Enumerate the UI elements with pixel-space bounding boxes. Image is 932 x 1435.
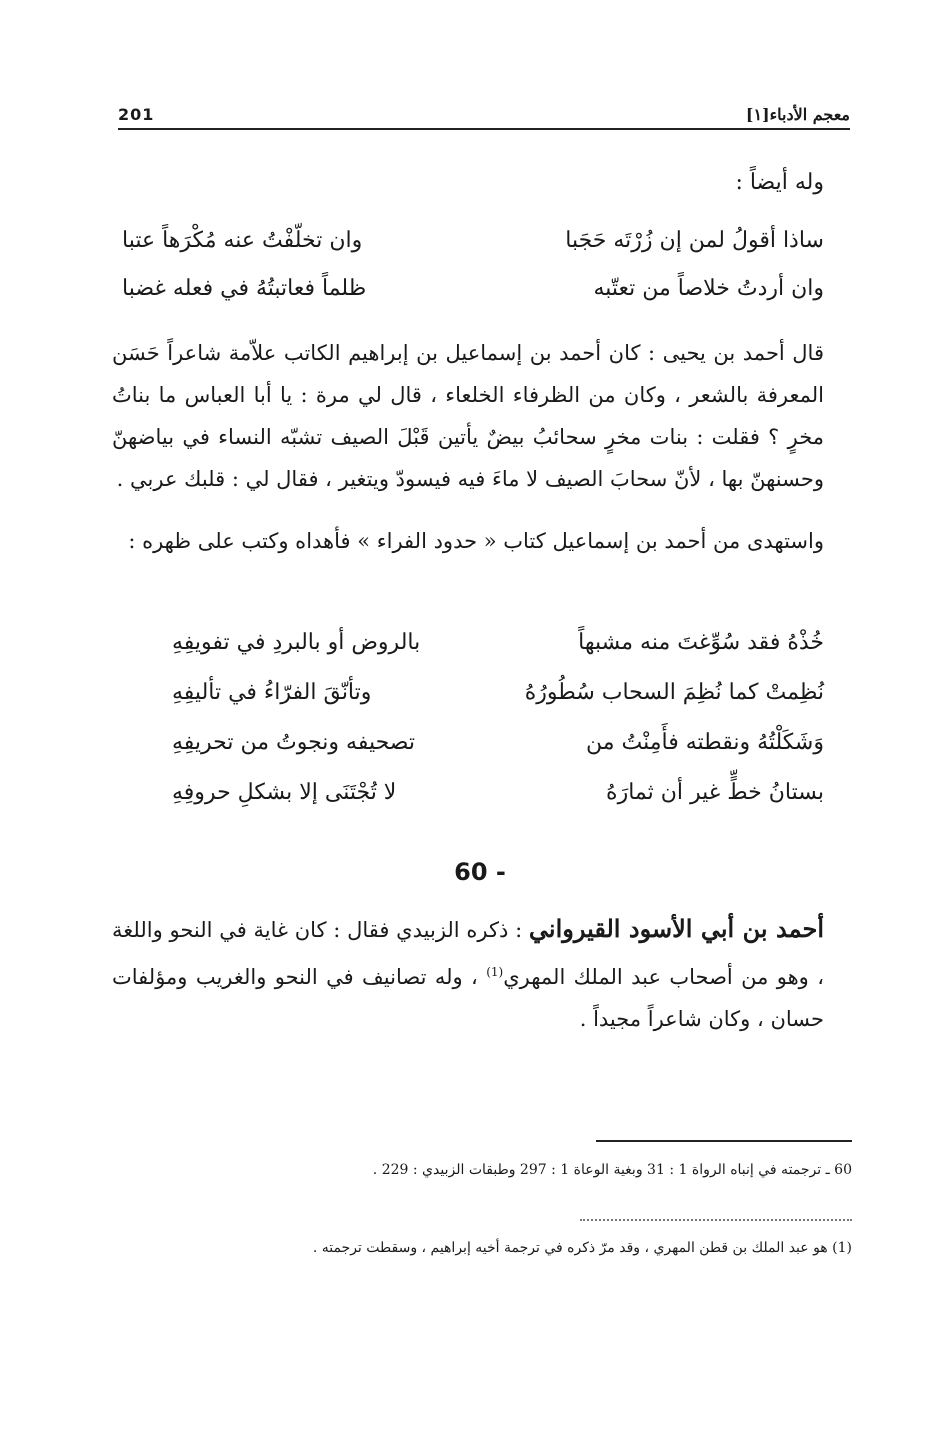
paragraph-anecdote: قال أحمد بن يحيى : كان أحمد بن إسماعيل بن إبراهيم الكاتب علاّمة شاعراً حَسَن المعرفة بالشعر ، وكان من الظرفاء الخلعاء ، قال لي مرة : يا أبا العباس ما بناتُ مخرٍ ؟ فقلت : بنات مخرٍ سحائبُ بيضٌ يأتين قَبْلَ الصيف تشبّه النساء في بياضهنّ وحسنهنّ بها ، لأنّ سحابَ الصيف لا ماءَ فيه فيسودّ ويتغير ، فقال لي : قلبك عربي . <box>112 341 824 491</box>
verse-line <box>122 276 824 312</box>
verse-first-hemistich: خُذْهُ فقد سُوِّغتَ منه مشبهاً <box>578 630 824 655</box>
verse-first-hemistich: وان أردتُ خلاصاً من تعتّبه <box>593 276 824 301</box>
biography-entry <box>112 908 824 1040</box>
header-rule <box>118 128 850 130</box>
entry-number: 60 - <box>454 858 506 886</box>
entry-name: أحمد بن أبي الأسود القيرواني <box>528 914 825 943</box>
verse-second-hemistich: وان تخلّفْتُ عنه مُكْرَهاً عتبا <box>122 228 363 253</box>
entry-text: : ذكره الزبيدي فقال : كان غاية في النحو واللغة ، وهو من أصحاب عبد الملك المهري <box>112 918 824 989</box>
footnote-ref: (1) <box>486 965 504 979</box>
verse-second-hemistich: ظلماً فعاتبتُهُ في فعله غضبا <box>122 276 367 301</box>
verse-second-hemistich: بالروض أو بالبردِ في تفويفِهِ <box>172 630 421 655</box>
verse-first-hemistich: وَشَكَلْتُهُ ونقطته فأَمِنْتُ من <box>585 730 824 755</box>
verse-line <box>172 630 824 674</box>
verse-line <box>172 680 824 724</box>
footnote-separator <box>580 1219 852 1221</box>
poem-intro: وله أيضاً : <box>735 170 824 195</box>
verse-first-hemistich: بستانُ خطٍّ غير أن ثمارَهُ <box>606 780 824 805</box>
running-header <box>118 98 850 124</box>
page-number: 201 <box>118 105 155 124</box>
entry-text-continued: ، وله تصانيف في النحو والغريب ومؤلفات حسان ، وكان شاعراً مجيداً . <box>112 965 824 1031</box>
book-title: معجم الأدباء[١] <box>745 105 850 124</box>
paragraph-book-gift: واستهدى من أحمد بن إسماعيل كتاب « حدود الفراء » فأهداه وكتب على ظهره : <box>128 529 824 553</box>
footnote-rule <box>596 1140 852 1142</box>
verse-second-hemistich: تصحيفه ونجوتُ من تحريفِهِ <box>172 730 416 755</box>
verse-second-hemistich: لا تُجْتَنَى إلا بشكلِ حروفِهِ <box>172 780 397 805</box>
verse-line <box>172 780 824 824</box>
footnote-1: (1) هو عبد الملك بن قطن المهري ، وقد مرّ ذكره في ترجمة أخيه إبراهيم ، وسقطت ترجمته . <box>312 1240 852 1256</box>
verse-line <box>172 730 824 774</box>
verse-first-hemistich: ساذا أقولُ لمن إن زُرْتَه حَجَبا <box>565 228 824 253</box>
verse-second-hemistich: وتأنّقَ الفرّاءُ في تأليفِهِ <box>172 680 372 705</box>
verse-line <box>122 228 824 264</box>
footnote-sources: 60 ـ ترجمته في إنباه الرواة 1 : 31 وبغية الوعاة 1 : 297 وطبقات الزبيدي : 229 . <box>372 1162 852 1178</box>
verse-first-hemistich: نُظِمتْ كما نُظِمَ السحاب سُطُورُهُ <box>524 680 824 705</box>
